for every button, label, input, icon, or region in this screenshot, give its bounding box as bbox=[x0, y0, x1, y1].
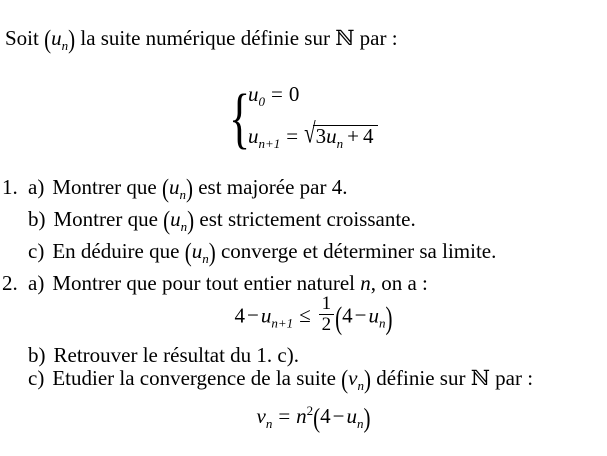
math-var-u: u bbox=[51, 26, 62, 50]
question-text: , on a : bbox=[370, 271, 428, 295]
paren-open: ( bbox=[163, 205, 171, 235]
constant-4: 4 bbox=[320, 404, 331, 428]
paren-close: ) bbox=[68, 24, 76, 54]
question-text: Montrer que bbox=[52, 175, 162, 199]
math-sub-n: n bbox=[179, 187, 186, 202]
math-var-u: u bbox=[260, 302, 272, 327]
value-zero: 0 bbox=[288, 82, 300, 106]
math-var-u: u bbox=[248, 124, 259, 148]
paren-close: ) bbox=[385, 299, 393, 336]
math-var-u: u bbox=[168, 175, 180, 199]
item-number: 2. bbox=[2, 271, 18, 295]
math-sub-n: n bbox=[357, 378, 364, 393]
math-var-u: u bbox=[326, 124, 337, 148]
system-definition bbox=[229, 81, 378, 157]
question-text: par : bbox=[489, 366, 534, 390]
question-text: est majorée par 4. bbox=[192, 175, 348, 199]
paren-close: ) bbox=[187, 205, 195, 235]
item-label: a) bbox=[28, 271, 45, 295]
question-text: Montrer que pour tout entier naturel bbox=[52, 271, 361, 295]
math-var-u: u bbox=[191, 239, 203, 263]
item-label: a) bbox=[28, 175, 45, 199]
item-label: b) bbox=[28, 207, 46, 231]
math-sub-n: n bbox=[202, 251, 209, 266]
equals-sign: = bbox=[278, 404, 291, 428]
constant-4: 4 bbox=[234, 302, 245, 327]
math-sub-n: n bbox=[379, 314, 386, 330]
math-var-u: u bbox=[170, 207, 181, 231]
paren-open: ( bbox=[335, 299, 343, 336]
math-var-v: v bbox=[256, 404, 266, 428]
math-var-n: n bbox=[296, 404, 307, 428]
item-label: c) bbox=[28, 239, 45, 263]
math-sub-n: n bbox=[61, 38, 69, 53]
math-var-u: u bbox=[368, 302, 379, 327]
natural-numbers-symbol: ℕ bbox=[470, 366, 490, 390]
system-line-1 bbox=[248, 81, 378, 115]
question-text: Retrouver le résultat du 1. c). bbox=[53, 343, 299, 367]
question-2c bbox=[28, 365, 533, 399]
system-brace: { bbox=[229, 80, 251, 157]
question-text: converge et déterminer sa limite. bbox=[215, 239, 497, 263]
coefficient-3: 3 bbox=[315, 124, 327, 148]
paren-open: ( bbox=[341, 364, 349, 394]
minus-sign: − bbox=[354, 302, 367, 327]
math-sup-2: 2 bbox=[306, 403, 314, 418]
math-sub-n: n bbox=[265, 416, 273, 431]
question-text: En déduire que bbox=[52, 239, 185, 263]
question-1b bbox=[28, 206, 416, 240]
paren-open: ( bbox=[161, 173, 169, 203]
item-label: b) bbox=[28, 343, 46, 367]
math-sub-n-plus-1: n+1 bbox=[258, 136, 281, 151]
equation-vn-definition bbox=[0, 398, 607, 437]
math-sub-0: 0 bbox=[258, 94, 265, 109]
constant-4: 4 bbox=[363, 124, 374, 148]
math-sub-n: n bbox=[336, 136, 344, 151]
paren-open: ( bbox=[184, 237, 192, 267]
system-rows bbox=[248, 81, 378, 157]
minus-sign: − bbox=[247, 302, 259, 327]
question-text: Etudier la convergence de la suite bbox=[52, 366, 342, 390]
math-var-u: u bbox=[248, 82, 259, 106]
paren-open: ( bbox=[313, 402, 321, 434]
intro-text-2: la suite numérique définie sur bbox=[75, 26, 336, 50]
question-text: définie sur bbox=[370, 366, 471, 390]
system-line-2 bbox=[248, 116, 378, 157]
leq-sign: ≤ bbox=[299, 302, 311, 327]
natural-numbers-symbol: ℕ bbox=[335, 26, 355, 50]
math-sub-n: n bbox=[357, 416, 364, 431]
paren-close: ) bbox=[363, 402, 371, 434]
math-sub-n-plus-1: n+1 bbox=[271, 314, 294, 330]
constant-4: 4 bbox=[342, 302, 353, 327]
plus-sign: + bbox=[347, 124, 359, 148]
question-text: est strictement croissante. bbox=[194, 207, 416, 231]
item-number: 1. bbox=[2, 175, 18, 199]
fraction-numerator: 1 bbox=[319, 295, 335, 315]
question-1a bbox=[2, 174, 348, 208]
equals-sign: = bbox=[286, 124, 299, 148]
math-sub-n: n bbox=[180, 219, 188, 234]
equation-content bbox=[256, 398, 370, 437]
item-label: c) bbox=[28, 366, 45, 390]
question-1c bbox=[28, 238, 496, 272]
radical-sign: √ bbox=[304, 116, 316, 150]
fraction-one-half bbox=[319, 292, 335, 335]
radicand bbox=[313, 125, 378, 154]
question-text: Montrer que bbox=[53, 207, 164, 231]
math-var-u: u bbox=[346, 404, 357, 428]
math-var-v: v bbox=[348, 366, 358, 390]
equation-majoration bbox=[0, 294, 607, 340]
question-2a bbox=[2, 270, 428, 296]
equals-sign: = bbox=[271, 82, 283, 106]
intro-line bbox=[5, 25, 398, 59]
equation-content bbox=[234, 292, 393, 337]
paren-close: ) bbox=[185, 173, 193, 203]
minus-sign: − bbox=[332, 404, 345, 428]
paren-close: ) bbox=[208, 237, 216, 267]
intro-text-3: par : bbox=[354, 26, 398, 50]
paren-close: ) bbox=[363, 364, 371, 394]
math-var-n: n bbox=[360, 271, 371, 295]
intro-text-1: Soit bbox=[5, 26, 45, 50]
square-root bbox=[304, 116, 377, 151]
paren-open: ( bbox=[44, 24, 52, 54]
fraction-denominator: 2 bbox=[321, 313, 332, 335]
